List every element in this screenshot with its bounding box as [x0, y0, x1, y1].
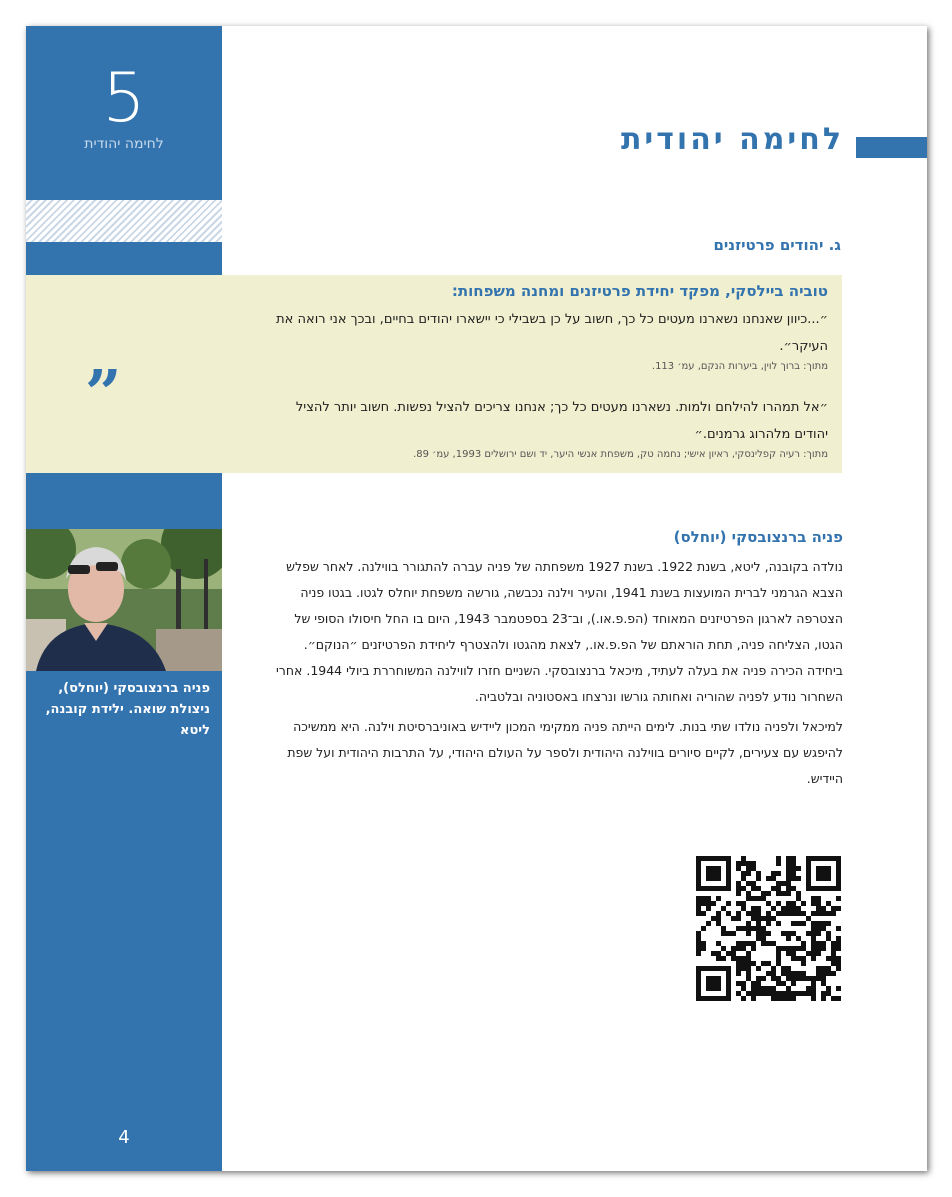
portrait-illustration [26, 529, 222, 671]
quote-text: ״אל תמהרו להילחם ולמות. נשארנו מעטים כל כך; אנחנו צריכים להציל נפשות. חשוב יותר להציל יהודים מלהרוג גרמנים.״ [295, 400, 828, 442]
qr-code[interactable] [696, 856, 841, 1001]
bio-paragraph: למיכאל ולפניה נולדו שתי בנות. לימים הייתה פניה ממקימי המכון ליידיש באוניברסיטת וילנה. היא ממשיכה להיפגש עם צעירים, לקיים סיורים בווילנה היהודית ולספר על העולם היהודי, על התרבות היהודית ועל שפת היידיש. [287, 719, 843, 786]
portrait-photo [26, 529, 222, 671]
quote-source: מתוך: רעיה קפלינסקי, ראיון אישי; נחמה טק, משפחת אנשי היער, יד ושם ירושלים 1993, עמ׳ 89. [413, 449, 828, 460]
quote-content [266, 282, 828, 482]
section-heading: ג. יהודים פרטיזנים [713, 236, 841, 254]
title-accent-bar [856, 137, 927, 158]
bio-paragraph: נולדה בקובנה, ליטא, בשנת 1922. בשנת 1927 משפחתה של פניה עברה להתגורר בווילנה. לאחר שפלש הצבא הגרמני לברית המועצות בשנת 1941, והעיר וילנה נכבשה, גורשה משפחת יוחלס לגטו. בגטו פניה הצטרפה לארגון הפרטיזנים המאוחד (הפ.פ.או.), וב־23 בספטמבר 1943, היום בו החל חיסולו הסופי של הגטו, הצליחה פניה, תחת הוראתם של הפ.פ.או., לצאת מהגטו ולהצטרף ליחידת הפרטיזנים ״הנוקם״. ביחידה הכירה פניה את בעלה לעתיד, מיכאל ברנצובסקי. השניים חזרו לווילנה המשוחררת ביולי 1944. אחרי השחרור נודע לפניה שהוריה ואחותה גורשו ונרצחו באסטוניה ובלטביה. [275, 559, 843, 704]
page-title: לחימה יהודית [620, 122, 844, 157]
document-page [26, 26, 927, 1171]
page-number: 4 [118, 1127, 130, 1148]
sidebar [26, 26, 222, 1171]
chapter-label: לחימה יהודית [84, 136, 164, 152]
quote-title: טוביה ביילסקי, מפקד יחידת פרטיזנים ומחנה משפחות: [451, 282, 828, 300]
quote-mark-icon: „ [86, 320, 123, 395]
bio-heading: פניה ברנצובסקי (יוחלס) [673, 528, 843, 546]
decorative-stripes [26, 200, 222, 242]
biography [266, 528, 843, 796]
quote-source: מתוך: ברוך לוין, ביערות הנקם, עמ׳ 113. [651, 361, 828, 372]
quote-text: ״...כיוון שאנחנו נשארנו מעטים כל כך, חשוב על כן בשבילי כי יישארו יהודים בחיים, ובכך אני רואה את העיקר״. [276, 312, 828, 354]
photo-caption: פניה ברנצובסקי (יוחלס), ניצולת שואה. ילידת קובנה, ליטא [45, 681, 210, 738]
qr-code-icon [696, 856, 841, 1001]
chapter-number: 5 [102, 59, 146, 138]
